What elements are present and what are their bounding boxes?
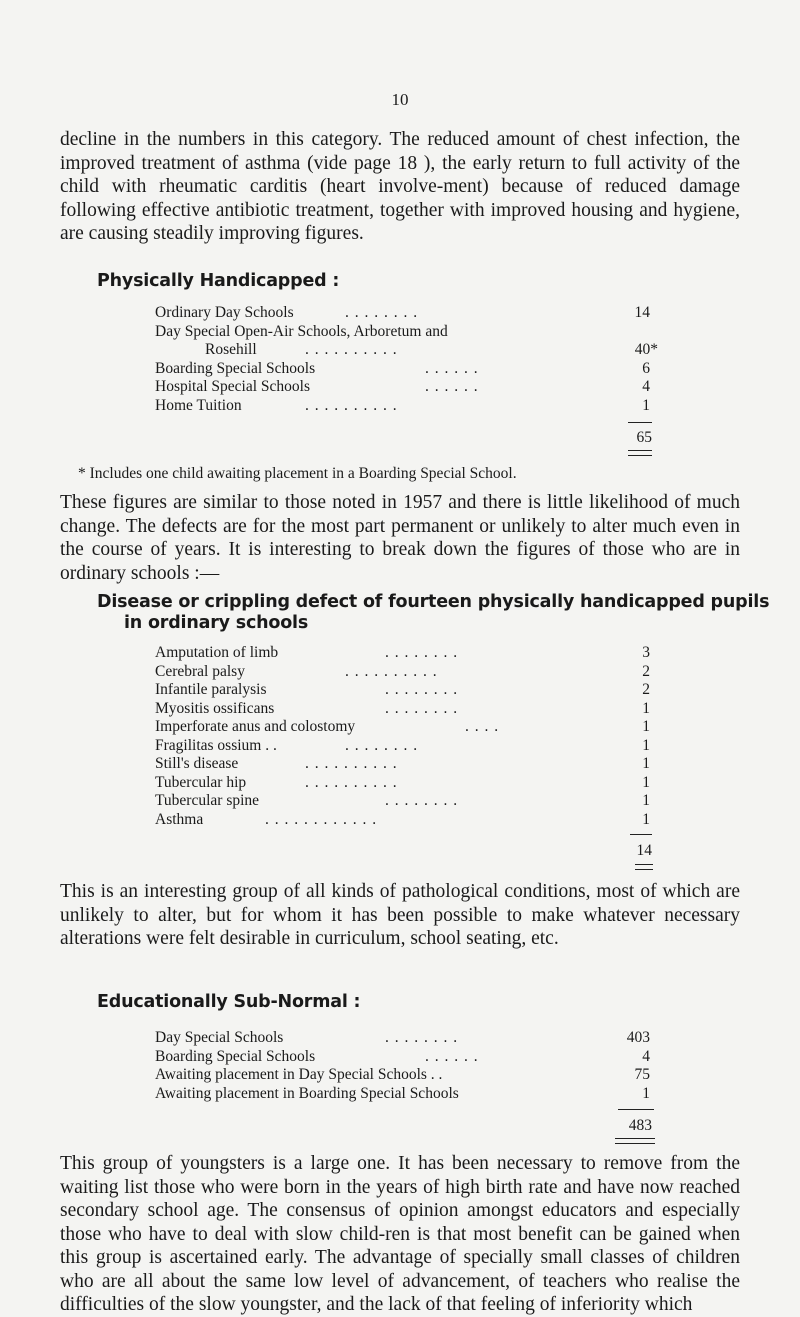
row-label: Myositis ossificans [155,699,275,717]
esn-table [155,1029,650,1103]
page-number: 10 [391,90,409,109]
table-row [155,1066,650,1085]
table-row [155,1085,650,1104]
leader-dots: . . . . . . . . [345,304,419,321]
table-row [155,663,650,682]
sum-rule [618,1109,654,1110]
paragraph-3: This is an interesting group of all kinds of pathological conditions, most of which are unlikely to alter, but for whom it has been possible to make whatever necessary alterations were felt desirable in curriculum, school seating, etc. [60,881,740,949]
row-label: Cerebral palsy [155,662,245,680]
disease-table [155,644,650,829]
leader-dots: . . . . . . . . [345,736,419,754]
row-label: Day Special Schools [155,1029,284,1046]
row-value: 75 [634,1066,650,1083]
leader-dots: . . . . [465,718,500,735]
paragraph-2: These figures are similar to those noted in 1957 and there is little likelihood of much change. The defects are for the most part permanent or unlikely to alter much even in the course of years. It is interesting to break down the figures of those who are in ordinary schools :— [60,492,740,584]
row-value: 1 [642,773,650,791]
row-value: 14 [634,304,650,321]
double-rule [615,1138,655,1144]
section-heading-educationally-sub-normal: Educationally Sub-Normal : [97,992,361,1012]
row-label: Infantile paralysis [155,681,267,698]
row-label: Fragilitas ossium . . [155,736,277,754]
row-value: 3 [642,644,650,661]
row-value: 40* [634,341,658,358]
leader-dots: . . . . . . . . [385,792,459,809]
double-rule [635,864,653,870]
row-label: Home Tuition [155,396,242,414]
table-row [155,700,650,719]
table-row [155,644,650,663]
table-row [155,774,650,793]
leader-dots: . . . . . . . . . . [305,396,398,414]
row-value: 1 [642,718,650,735]
table-row [155,304,650,323]
leader-dots: . . . . . . . . . . [305,341,398,358]
footnote: * Includes one child awaiting placement in a Boarding Special School. [78,465,517,482]
row-label: Amputation of limb [155,644,279,661]
row-label: Asthma [155,810,204,828]
row-value: 1 [642,792,650,809]
table-row [155,1029,650,1048]
row-value: 1 [642,1084,650,1102]
row-value: 1 [642,810,650,828]
table-row [155,341,658,360]
leader-dots: . . . . . . . . [385,681,459,698]
leader-dots: . . . . . . [425,1047,479,1065]
table-row [155,323,650,342]
section-heading-physically-handicapped: Physically Handicapped : [97,271,340,291]
leader-dots: . . . . . . [425,378,479,395]
leader-dots: . . . . . . . . . . [345,662,438,680]
row-value: 2 [642,681,650,698]
double-rule [628,450,652,456]
leader-dots: . . . . . . . . . . [305,755,398,772]
row-value: 1 [642,755,650,772]
row-label: Rosehill [205,341,257,358]
row-value: 6 [642,359,650,377]
row-value: 1 [642,699,650,717]
row-label: Still's disease [155,755,239,772]
paragraph-4: This group of youngsters is a large one. It has been necessary to remove from the waiting list those who were born in the years of high birth rate and have now reached secondary school age. The consensus of opinion amongst educators and especially those who have to deal with slow child-ren is that most benefit can be gained when this group is ascertained early. The advantage of specially small classes of children who are all about the same low level of advancement, of teachers who realise the difficulties of the slow youngster, and the lack of that feeling of inferiority which [60,1153,740,1315]
total-value: 65 [636,429,652,446]
row-label: Hospital Special Schools [155,378,310,395]
physically-handicapped-table [155,304,658,415]
row-label: Imperforate anus and colostomy [155,718,356,735]
leader-dots: . . . . . . [425,359,479,377]
total-value: 14 [636,842,652,859]
total-value: 483 [628,1117,652,1134]
row-label: Boarding Special Schools [155,1047,316,1065]
row-value: 403 [626,1029,650,1046]
section-heading-disease: Disease or crippling defect of fourteen physically handicapped pupils [97,592,770,612]
table-row [155,378,650,397]
row-label: Day Special Open-Air Schools, Arboretum and [155,322,448,340]
sum-rule [630,834,652,835]
row-label: Boarding Special Schools [155,359,316,377]
table-row [155,718,650,737]
table-row [155,360,650,379]
intro-paragraph: decline in the numbers in this category. The reduced amount of chest infection, the improved treatment of asthma (vide page 18 ), the early return to full activity of the child with rheumatic carditis (heart involve-ment) because of reduced damage following effective antibiotic treatment, together with improved housing and hygiene, are causing steadily improving figures. [60,129,740,244]
row-value: 1 [642,736,650,754]
leader-dots: . . . . . . . . [385,699,459,717]
leader-dots: . . . . . . . . [385,1029,459,1046]
row-value: 4 [642,378,650,395]
table-row [155,681,650,700]
row-value: 2 [642,662,650,680]
row-label: Tubercular hip [155,773,247,791]
table-row [155,397,650,416]
leader-dots: . . . . . . . . [385,644,459,661]
row-value: 1 [642,396,650,414]
table-row [155,1048,650,1067]
table-row [155,792,650,811]
leader-dots: . . . . . . . . . . [305,773,398,791]
sum-rule [628,422,652,423]
row-label: Tubercular spine [155,792,260,809]
table-row [155,755,650,774]
row-label: Awaiting placement in Day Special Schools . . [155,1066,443,1083]
row-label: Ordinary Day Schools [155,304,294,321]
section-heading-disease-line2: in ordinary schools [124,613,309,633]
table-row [155,737,650,756]
leader-dots: . . . . . . . . . . . . [265,810,378,828]
row-label: Awaiting placement in Boarding Special Schools [155,1084,459,1102]
table-row [155,811,650,830]
row-value: 4 [642,1047,650,1065]
